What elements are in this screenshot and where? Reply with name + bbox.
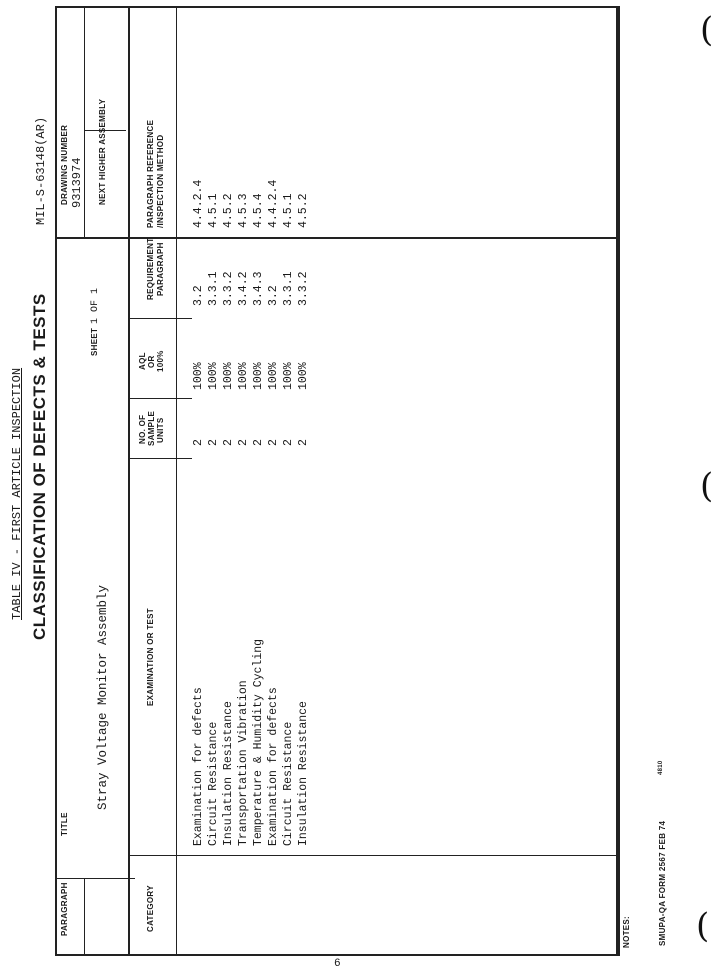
sheet-of: 1 OF 1 [90, 287, 101, 324]
ref-cell: 4.5.1 [282, 193, 295, 228]
line-paragraph [55, 878, 135, 879]
req-cell: 3.4.2 [237, 271, 250, 306]
line-header-bottom [176, 6, 177, 956]
page-heading: CLASSIFICATION OF DEFECTS & TESTS [30, 293, 49, 640]
line-title-drawing [55, 237, 620, 239]
req-cell: 3.3.1 [282, 271, 295, 306]
aql-cell: 100% [237, 362, 250, 390]
ref-cell: 4.4.2.4 [267, 179, 280, 228]
req-cell: 3.3.2 [297, 271, 310, 306]
line-sample-aql [128, 398, 192, 399]
form-frame [55, 6, 620, 956]
exam-cell: Transportation Vibration [237, 680, 250, 846]
req-cell: 3.4.3 [252, 271, 265, 306]
col-sample-3: UNITS [156, 417, 165, 443]
req-cell: 3.2 [192, 285, 205, 306]
title-value: Stray Voltage Monitor Assembly [96, 584, 110, 810]
binding-bracket-top: ( [700, 10, 714, 50]
col-aql-1: AQL [138, 352, 147, 370]
exam-cell: Examination for defects [192, 687, 205, 846]
line-exam-sample [128, 458, 192, 459]
aql-cell: 100% [222, 362, 235, 390]
exam-cell: Circuit Resistance [207, 721, 220, 846]
units-cell: 2 [297, 439, 310, 446]
page-number: 6 [334, 958, 341, 970]
req-cell: 3.3.2 [222, 271, 235, 306]
form-number: SMUPA-QA FORM 2567 FEB 74 [658, 820, 667, 946]
units-cell: 2 [207, 439, 220, 446]
col-req-2: PARAGRAPH [156, 242, 165, 296]
notes-label: NOTES: [622, 915, 631, 948]
exam-cell: Insulation Resistance [222, 701, 235, 846]
aql-cell: 100% [282, 362, 295, 390]
ref-cell: 4.5.4 [252, 193, 265, 228]
col-req-1: REQUIREMENT [146, 237, 155, 300]
req-cell: 3.3.1 [207, 271, 220, 306]
line-notes [616, 6, 618, 956]
units-cell: 2 [222, 439, 235, 446]
col-ref-1: PARAGRAPH REFERENCE [146, 119, 155, 228]
spec-number: MIL-S-63148(AR) [34, 116, 48, 225]
line-aql-req [128, 318, 192, 319]
col-ref-2: /INSPECTION METHOD [156, 134, 165, 228]
req-cell: 3.2 [267, 285, 280, 306]
sheet-label: SHEET [90, 327, 99, 356]
units-cell: 2 [237, 439, 250, 446]
ref-cell: 4.4.2.4 [192, 179, 205, 228]
units-cell: 2 [282, 439, 295, 446]
aql-cell: 100% [252, 362, 265, 390]
drawing-number-value: 9313974 [70, 157, 84, 208]
ref-cell: 4.5.2 [297, 193, 310, 228]
line-title-band [128, 6, 130, 956]
aql-cell: 100% [297, 362, 310, 390]
col-aql-3: 100% [156, 350, 165, 372]
line-drawing-split [84, 6, 85, 237]
units-cell: 2 [252, 439, 265, 446]
aql-cell: 100% [207, 362, 220, 390]
title-label: TITLE [60, 812, 69, 836]
paragraph-label: PARAGRAPH [60, 882, 69, 936]
col-exam: EXAMINATION OR TEST [146, 608, 155, 706]
exam-cell: Circuit Resistance [282, 721, 295, 846]
ref-cell: 4.5.1 [207, 193, 220, 228]
exam-cell: Insulation Resistance [297, 701, 310, 846]
binding-bracket-middle: ( [700, 466, 714, 506]
drawing-number-label: DRAWING NUMBER [60, 124, 69, 205]
binding-bracket-bottom: ( [696, 906, 710, 946]
ref-cell: 4.5.3 [237, 193, 250, 228]
units-cell: 2 [267, 439, 280, 446]
exam-cell: Temperature & Humidity Cycling [252, 638, 265, 846]
col-sample-2: SAMPLE [147, 410, 156, 446]
exam-cell: Examination for defects [267, 687, 280, 846]
col-sample-1: NO. OF [138, 414, 147, 444]
form-code: 4810 [658, 760, 664, 775]
aql-cell: 100% [267, 362, 280, 390]
line-paragraph-split [84, 878, 85, 956]
col-aql-2: OR [147, 355, 156, 368]
line-category-exam [128, 855, 616, 856]
col-category: CATEGORY [146, 885, 155, 932]
ref-cell: 4.5.2 [222, 193, 235, 228]
table-title: TABLE IV - FIRST ARTICLE INSPECTION [10, 367, 24, 620]
units-cell: 2 [192, 439, 205, 446]
aql-cell: 100% [192, 362, 205, 390]
next-higher-label: NEXT HIGHER ASSEMBLY [98, 98, 107, 205]
